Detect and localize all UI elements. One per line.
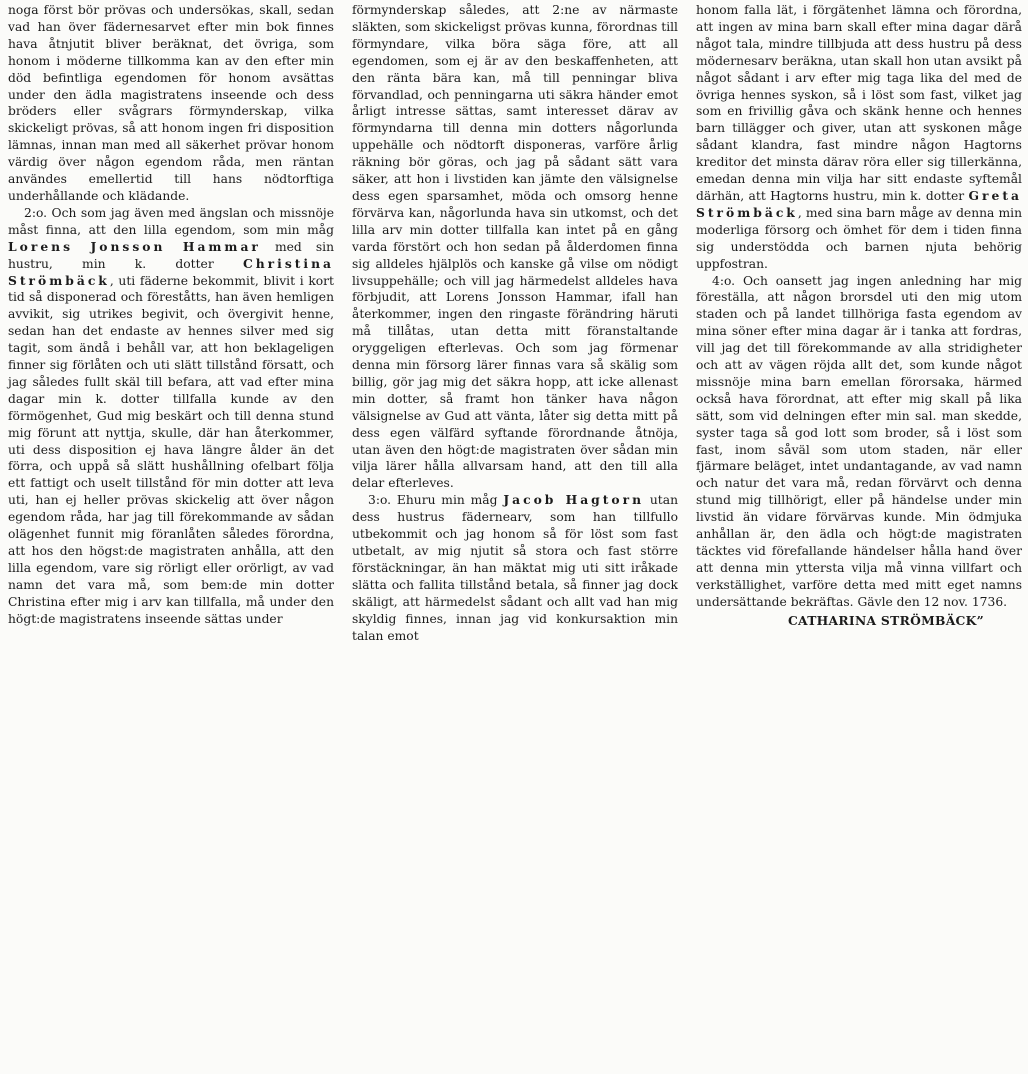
text-run: , med sina barn måge av denna min moderliga försorg och ömhet för dem i tiden finna sig understödda och barnen njuta behörig uppfostran. xyxy=(696,205,1022,271)
text-run: utan dess hustrus fädernearv, som han tillfullo utbekommit och jag honom så för löst som fast utbetalt, av mig njutit så stora och fast större förstäckningar, än han mäktat mig uti sitt iråkade slätta och fallita tillstånd betala, så finner jag dock skäligt, att härmedelst sådant och allt vad han mig skyldig finnes, innan jag vid konkursaktion min talan emot xyxy=(352,493,678,643)
text-run: , uti fäderne bekommit, blivit i kort tid så disponerad och föreståtts, han även hemligen avvikit, sig utrikes begivit, och övergivit henne, sedan han det endaste av hennes silver med sig tagit, som ändå i behåll var, att hon beklageligen finner sig förlåten och uti slätt tillstånd försatt, och jag således fullt skäl till befara, att vad efter mina dagar min k. dotter tillfalla kunde av den förmögenhet, Gud mig beskärt och till denna stund mig förunt att nyttja, skulle, där han återkommer, uti dess disposition ej hava längre ålder än det förra, och uppå så slätt hushållning ofelbart följa ett fattigt och uselt tillstånd för min dotter att leva uti, han ej heller prövas skickelig att över någon egendom råda, har jag till förekommande av sådan olägenhet funnit mig föranlåten således förordna, att hos den högst:de magistraten anhålla, att den lilla egendom, vare sig rörligt eller orörligt, av vad namn det vara må, som bem:de min dotter Christina efter mig i arv kan tillfalla, må under den högt:de magistratens inseende sättas under xyxy=(8,273,334,626)
text-column-1 xyxy=(8,2,334,1074)
paragraph-section-4: 4:o. Och oansett jag ingen anledning har mig föreställa, att någon brorsdel uti den mig utom staden och på landet tillhöriga fasta egendom av mina söner efter mina dagar är i tanka att fordras, vill jag det till förekommande av alla stridigheter och att av vägen röjda allt det, som kunde något missnöje mina barn emellan förorsaka, härmed också hava förordnat, att efter mig skall på lika sätt, som vid delningen efter min sal. man skedde, syster taga så god lott som broder, så i löst som fast, inom såväl som utom staden, när eller fjärmare beläget, intet undantagande, av vad namn och natur det vara må, redan förvärvt och denna stund mig tillhörigt, eller på händelse under min livstid än vidare förvärvas kunde. Min ödmjuka anhållan är, den ädla och högt:de magistraten täcktes vid förefallande händelser hålla hand över att denna min yttersta vilja må vinna villfart och verkställighet, varföre detta med mitt eget namns undersättande bekräftas. Gävle den 12 nov. 1736. xyxy=(696,273,1022,609)
paragraph xyxy=(696,2,1022,273)
paragraph-section-2 xyxy=(8,205,334,628)
text-column-3 xyxy=(696,2,1022,1074)
text-column-2 xyxy=(352,2,678,1074)
paragraph: noga först bör prövas och undersökas, skall, sedan vad han över fädernesarvet efter min bok finnes hava åtnjutit bliver beräknat, det övriga, som honom i möderne tillkomma kan av den efter min död befintliga egendomen för honom avsättas under den ädla magistratens inseende och dess bröders eller svågrars förmynderskap, vilka skickeligt prövas, så att honom ingen fri disposition lämnas, innan man med all säkerhet prövar honom värdig över någon egendom råda, men räntan användes emellertid till hans nödtorftiga underhållande och klädande. xyxy=(8,3,334,203)
person-name: Christina Strömbäck xyxy=(8,255,334,288)
text-run: 3:o. Ehuru min måg xyxy=(368,493,504,508)
signature: CATHARINA STRÖMBÄCK” xyxy=(787,612,984,628)
paragraph-section-3 xyxy=(352,492,678,644)
person-name: Jacob Hagtorn xyxy=(503,492,645,508)
person-name: Greta Strömbäck xyxy=(696,187,1022,220)
text-run: honom falla lät, i förgätenhet lämna och förordna, att ingen av mina barn skall efter mina dagar därå något tala, mindre tillbjuda att dess hustru på dess mödernesarv beräkna, utan skall hon utan avsikt på något sådant i arv efter mig taga lika del med de övriga hennes syskon, så i löst som fast, vilket jag som en frivillig gåva och skänk henne och hennes barn tillägger och giver, utan att syskonen måge sådant klandra, fast mindre någon Hagtorns kreditor det minsta därav röra eller sig tillerkänna, emedan denna min vilja har sitt endaste syftemål därhän, att Hagtorns hustru, min k. dotter xyxy=(696,3,1022,203)
text-run: 2:o. Och som jag även med ängslan och missnöje måst finna, att den lilla egendom, som min måg xyxy=(8,205,334,237)
text-run: med sin hustru, min k. dotter xyxy=(8,239,334,271)
person-name: Lorens Jonsson Hammar xyxy=(8,238,261,254)
paragraph: förmynderskap således, att 2:ne av närmaste släkten, som skickeligst prövas kunna, förordnas till förmyndare, vilka böra säga före, att all egendomen, som ej är av den beskaffenheten, att den ränta bära kan, må till penningar bliva förvandlad, och penningarna uti säkra händer emot årligt intresse sättas, samt interesset därav av förmyndarna till denna min dotters någorlunda uppehälle och nödtorft disponeras, varföre årlig räkning bör göras, och jag på sådant sätt vara säker, att hon i livstiden kan jämte den välsignelse dess egen sparsamhet, möda och omsorg henne förvärva kan, någorlunda hava sin utkomst, och det lilla arv min dotter tillfalla kan intet på en gång varda förstört och hon sedan på ålderdomen finna sig alldeles hjälplös och kanske gå vilse om nödigt livsuppehälle; och vill jag härmedelst alldeles hava förbjudit, att Lorens Jonsson Hammar, ifall han återkommer, ingen den ringaste förändring häruti må tillåtas, utan detta mitt föranstaltande oryggeligen efterlevas. Och som jag förmenar denna min försorg lärer finnas vara så skälig som billig, gör jag mig det säkra hopp, att icke allenast min dotter, så framt hon tänker hava någon välsignelse av Gud att vänta, låter sig detta mitt på dess egen välfärd syftande förordnande åtnöja, utan även den högt:de magistraten över sådan min vilja lärer hålla allvarsam hand, att den till alla delar efterleves. xyxy=(352,3,678,491)
